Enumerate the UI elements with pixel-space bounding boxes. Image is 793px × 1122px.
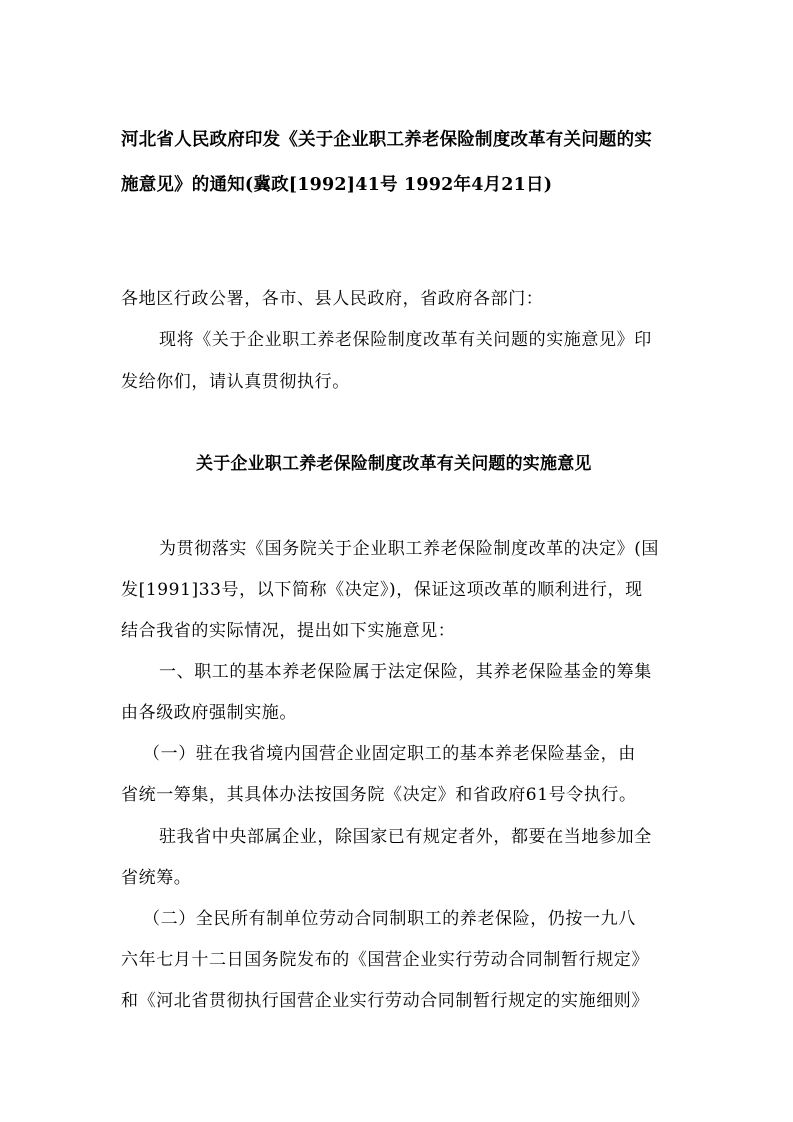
body-line-12: 和《河北省贯彻执行国营企业实行劳动合同制暂行规定的实施细则》 bbox=[121, 991, 649, 1011]
body-line-8: 驻我省中央部属企业，除国家已有规定者外，都要在当地参加全 bbox=[159, 827, 652, 847]
body-line-5: 由各级政府强制实施。 bbox=[121, 703, 297, 723]
body-line-3: 结合我省的实际情况，提出如下实施意见： bbox=[121, 621, 456, 641]
notice-line-2: 发给你们，请认真贯彻执行。 bbox=[121, 372, 350, 392]
body-line-9: 省统筹。 bbox=[121, 868, 192, 888]
body-line-1: 为贯彻落实《国务院关于企业职工养老保险制度改革的决定》(国 bbox=[159, 539, 660, 559]
body-line-11: 六年七月十二日国务院发布的《国营企业实行劳动合同制暂行规定》 bbox=[121, 950, 649, 970]
body-line-6: （一）驻在我省境内国营企业固定职工的基本养老保险基金，由 bbox=[143, 744, 636, 764]
notice-line-1: 现将《关于企业职工养老保险制度改革有关问题的实施意见》印 bbox=[159, 330, 652, 350]
body-line-10: （二）全民所有制单位劳动合同制职工的养老保险，仍按一九八 bbox=[143, 909, 636, 929]
body-line-4: 一、职工的基本养老保险属于法定保险，其养老保险基金的筹集 bbox=[159, 662, 652, 682]
document-title-line-1: 河北省人民政府印发《关于企业职工养老保险制度改革有关问题的实 bbox=[121, 130, 652, 150]
body-line-7: 省统一筹集，其具体办法按国务院《决定》和省政府61号令执行。 bbox=[121, 785, 637, 805]
section-subtitle: 关于企业职工养老保险制度改革有关问题的实施意见 bbox=[196, 454, 592, 474]
body-line-2: 发[1991]33号，以下简称《决定》)，保证这项改革的顺利进行，现 bbox=[121, 580, 643, 600]
document-title-line-2: 施意见》的通知(冀政[1992]41号 1992年4月21日) bbox=[121, 175, 553, 195]
salutation: 各地区行政公署，各市、县人民政府，省政府各部门： bbox=[121, 289, 544, 309]
